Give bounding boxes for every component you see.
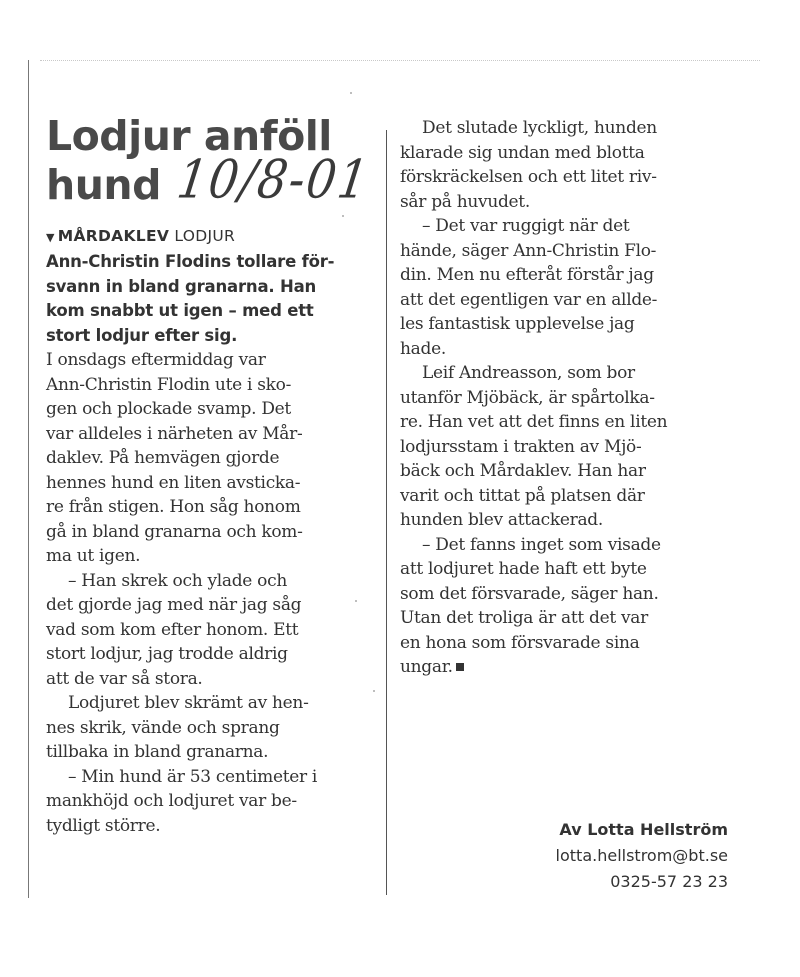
byline-phone: 0325-57 23 23 [610,872,728,891]
ingress-line: stort lodjur efter sig. [46,325,238,345]
end-of-article-icon [456,663,464,671]
headline-line-2: hund [46,161,161,209]
column-divider-rule [386,130,387,895]
triangle-marker-icon: ▼ [46,231,55,244]
left-margin-rule [28,60,29,898]
byline [556,817,728,895]
body-paragraph: Det slutade lyckligt, hunden klarade sig undan med blotta förskräckelsen och ett litet riv- sår på huvudet. [400,118,657,212]
clipping-top-edge [40,60,760,61]
ingress-line: Ann-Christin Flodins tollare för- [46,252,335,271]
body-paragraph: I onsdags eftermiddag var Ann-Christin Flodin ute i sko- gen och plockade svamp. Det var alldeles i närheten av Mår- daklev. På hemvägen gjorde hennes hund en liten avsticka- re från stigen. Hon såg honom gå in bland granarna och kom- ma ut igen. [46,350,303,566]
body-paragraph: Lodjuret blev skrämt av hen- nes skrik, vände och sprang tillbaka in bland granarna. [46,693,309,762]
dateline-place: MÅRDAKLEV [57,227,170,245]
headline-line-1: Lodjur anföll [46,112,332,160]
body-paragraph: Leif Andreasson, som bor utanför Mjöbäck, är spårtolka- re. Han vet att det finns en liten lodjursstam i trakten av Mjö- bäck och Mårdaklev. Han har varit och tittat på platsen där hunden blev attackerad. [400,363,668,530]
body-paragraph: – Han skrek och ylade och det gjorde jag med när jag såg vad som kom efter honom. Ett stort lodjur, jag trodde aldrig att de var så stora. [46,570,302,689]
body-paragraph: – Min hund är 53 centimeter i mankhöjd och lodjuret var be- tydligt större. [46,766,318,836]
scan-speck [350,92,352,94]
byline-email: lotta.hellstrom@bt.se [555,846,728,865]
ingress [46,250,376,348]
dateline [46,224,376,250]
handwritten-date: 10/8-01 [173,147,374,211]
dateline-topic: LODJUR [174,227,236,245]
ingress-line: kom snabbt ut igen – med ett [46,301,314,320]
ingress-line: svann in bland granarna. Han [46,276,317,296]
body-paragraph: – Det var ruggigt när det hände, säger Ann-Christin Flo- din. Men nu efteråt förstår jag att det egentligen var en allde- les fantastisk upplevelse jag hade. [400,216,658,359]
body-paragraph: – Det fanns inget som visade att lodjuret hade haft ett byte som det försvarade, säger han. Utan det troliga är att det var en hona som försvarade sina ungar. [400,534,661,677]
left-column [46,112,376,838]
right-column [400,116,740,680]
byline-author: Av Lotta Hellström [559,820,728,839]
